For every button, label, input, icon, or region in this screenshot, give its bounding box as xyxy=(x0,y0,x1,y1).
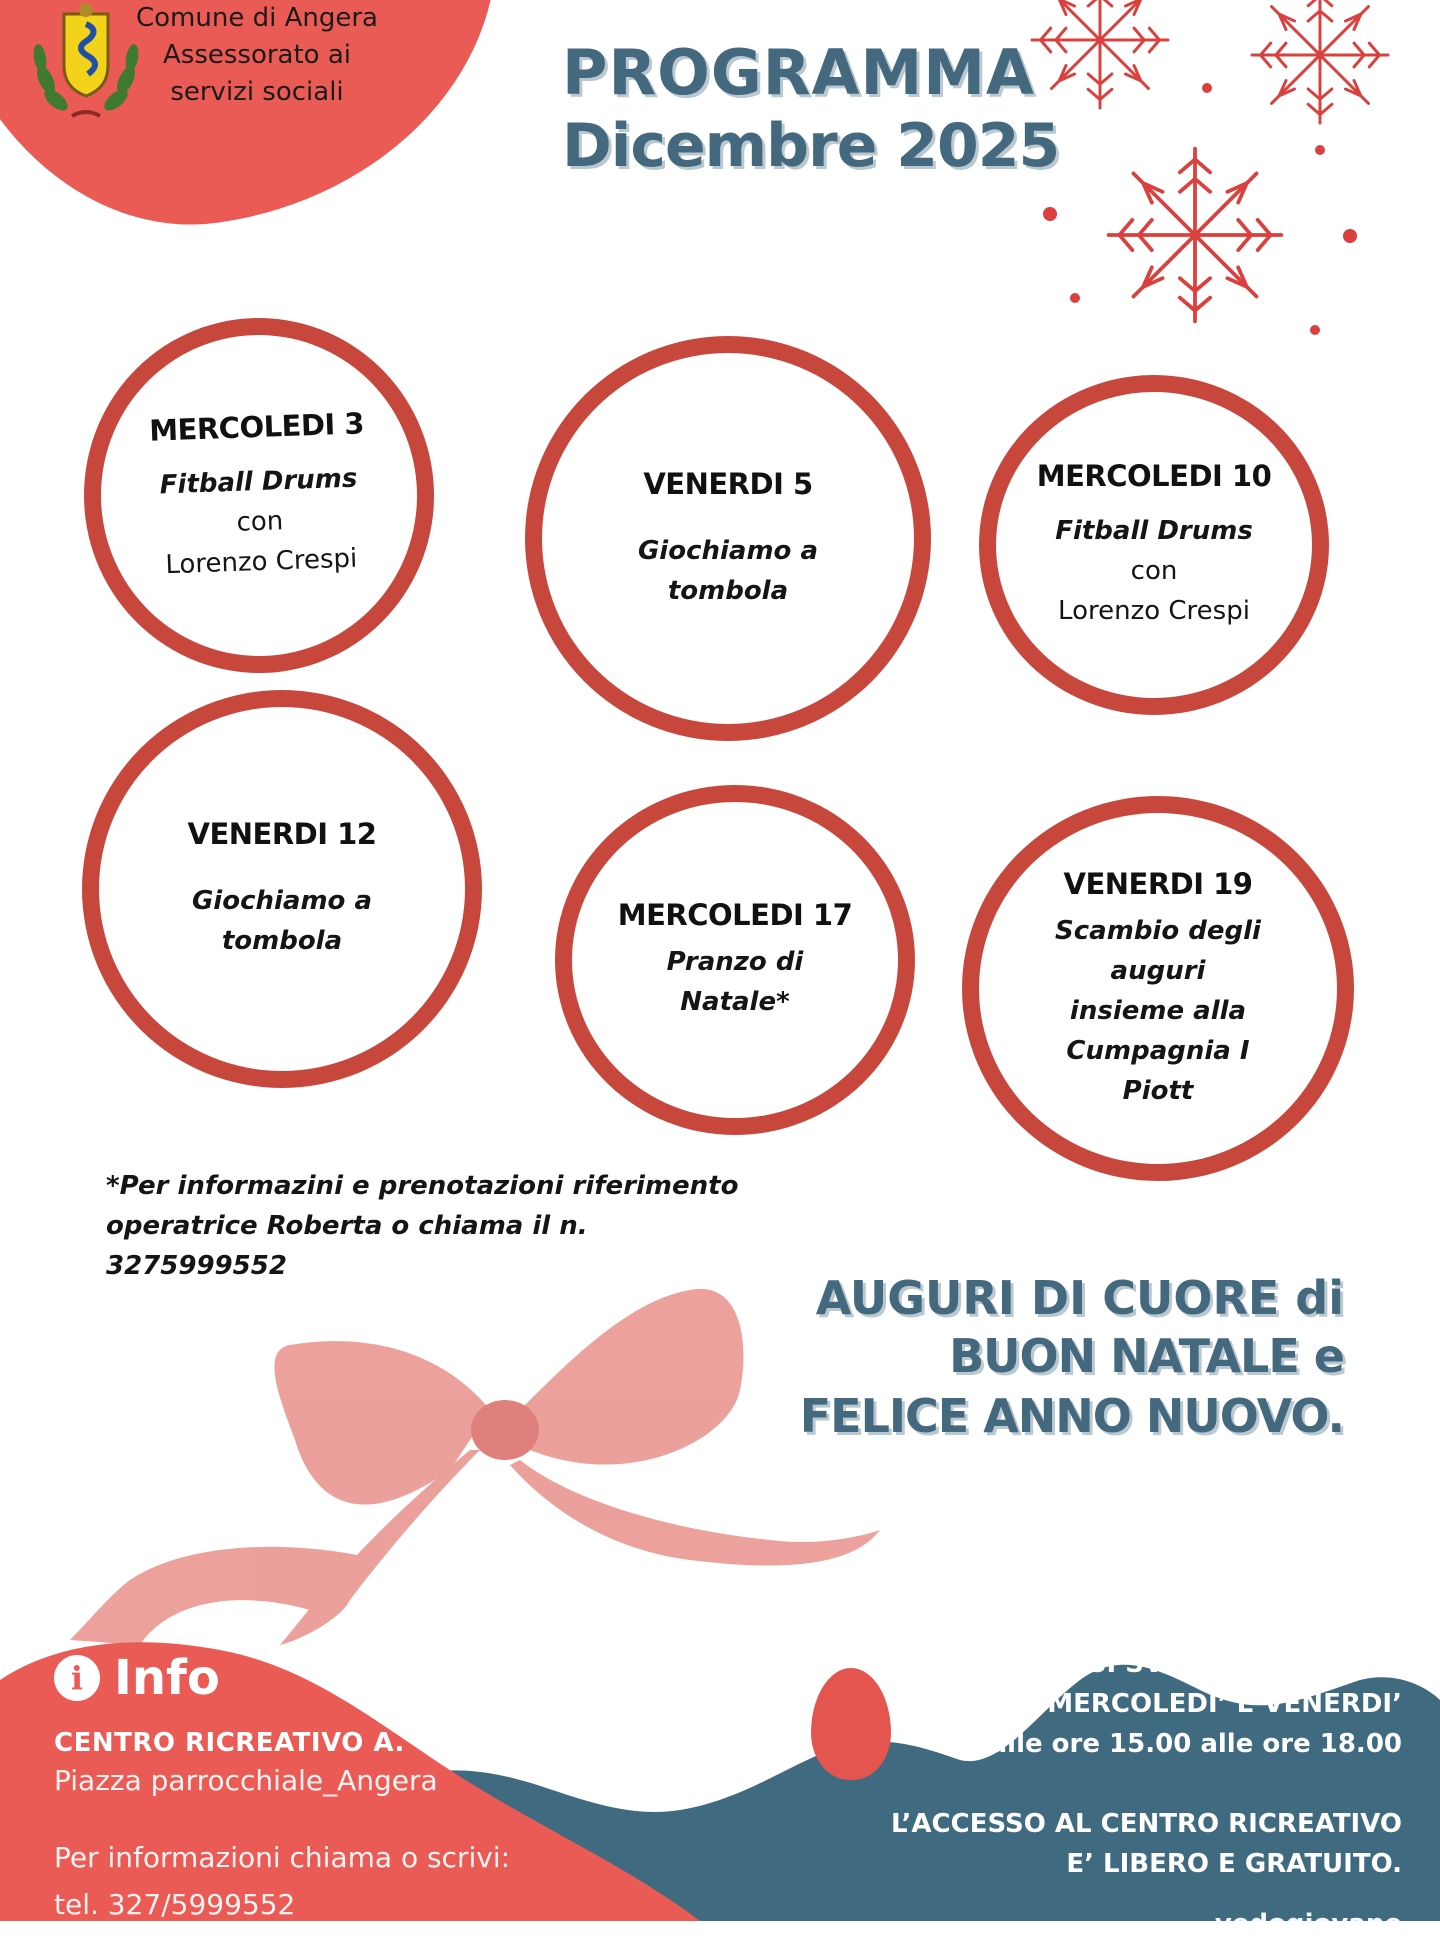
event-circle-mercoledi-10 xyxy=(979,375,1329,715)
event-activity-line: tombola xyxy=(667,575,789,606)
event-activity-line: auguri xyxy=(1110,955,1206,986)
info-section xyxy=(54,1650,527,1921)
cut-off-footer-text: vedogiovane xyxy=(1214,1909,1402,1939)
note-line-2: operatrice Roberta o chiama il n. xyxy=(106,1211,588,1241)
event-circle-venerdi-12 xyxy=(82,690,482,1088)
event-activity-line: insieme alla xyxy=(1069,995,1247,1026)
event-activity-line: Fitball Drums xyxy=(159,463,358,500)
info-header xyxy=(54,1650,527,1706)
event-activity-line: Cumpagnia I xyxy=(1066,1035,1250,1066)
event-day: MERCOLEDI 10 xyxy=(1036,459,1272,493)
event-day: MERCOLEDI 3 xyxy=(148,405,365,448)
schedule-line-1: LE ATTIVITA’ SI SVOLGONO TUTTI I xyxy=(898,1649,1402,1679)
event-activity-line: Giochiamo a xyxy=(191,886,373,916)
snowflakes-decoration-icon xyxy=(1010,0,1440,350)
schedule-line-3: Dalle ore 15.00 alle ore 18.00 xyxy=(968,1729,1402,1759)
organization-header xyxy=(122,0,392,111)
event-day: VENERDI 12 xyxy=(187,817,377,851)
contact-phone: tel. 327/5999552 xyxy=(54,1888,296,1921)
schedule-line-5: E’ LIBERO E GRATUITO. xyxy=(1066,1849,1402,1879)
schedule-info xyxy=(890,1644,1402,1939)
event-day: VENERDI 5 xyxy=(643,466,813,501)
page-title xyxy=(562,38,1059,184)
note-line-1: *Per informazini e prenotazioni riferimento xyxy=(106,1171,739,1201)
org-line-1: Comune di Angera xyxy=(136,3,378,33)
event-activity-line: Fitball Drums xyxy=(1055,516,1253,546)
schedule-line-2: MERCOLEDI’ E VENERDI’ xyxy=(1047,1689,1402,1719)
note-line-3: 3275999552 xyxy=(106,1251,287,1281)
greeting-text xyxy=(800,1270,1344,1446)
event-activity-line: con xyxy=(1130,556,1178,586)
event-activity-line: Pranzo di xyxy=(666,947,804,977)
event-circle-venerdi-19 xyxy=(962,796,1354,1181)
venue-name: CENTRO RICREATIVO A. GROSSI xyxy=(54,1728,527,1758)
greeting-line-2: BUON NATALE e xyxy=(949,1329,1344,1383)
event-activity-line: tombola xyxy=(221,926,343,956)
info-title: Info xyxy=(114,1650,220,1706)
event-activity-line: Scambio degli xyxy=(1055,915,1261,946)
event-activity-line: Piott xyxy=(1122,1075,1194,1106)
event-day: MERCOLEDI 17 xyxy=(617,898,853,932)
info-icon: i xyxy=(54,1655,100,1701)
event-activity-line: Lorenzo Crespi xyxy=(1058,596,1250,626)
schedule-line-4: L’ACCESSO AL CENTRO RICREATIVO xyxy=(890,1809,1402,1839)
title-programma: PROGRAMMA xyxy=(562,36,1035,109)
venue-address: Piazza parrocchiale_Angera xyxy=(54,1764,438,1797)
greeting-line-3: FELICE ANNO NUOVO. xyxy=(799,1389,1344,1443)
event-activity-line: Lorenzo Crespi xyxy=(164,543,358,580)
event-day: VENERDI 19 xyxy=(1063,866,1253,901)
greeting-line-1: AUGURI DI CUORE di xyxy=(815,1271,1344,1325)
event-activity-line: Natale* xyxy=(680,987,790,1017)
event-activity-line: Giochiamo a xyxy=(637,535,819,566)
event-circle-mercoledi-3 xyxy=(78,312,440,679)
event-activity-line: con xyxy=(236,505,284,538)
org-line-3: servizi sociali xyxy=(170,77,344,107)
contact-prompt: Per informazioni chiama o scrivi: xyxy=(54,1841,511,1874)
title-month: Dicembre 2025 xyxy=(562,111,1060,181)
event-circle-venerdi-5 xyxy=(525,336,931,741)
event-circle-mercoledi-17 xyxy=(555,785,915,1135)
org-line-2: Assessorato ai xyxy=(162,40,352,70)
